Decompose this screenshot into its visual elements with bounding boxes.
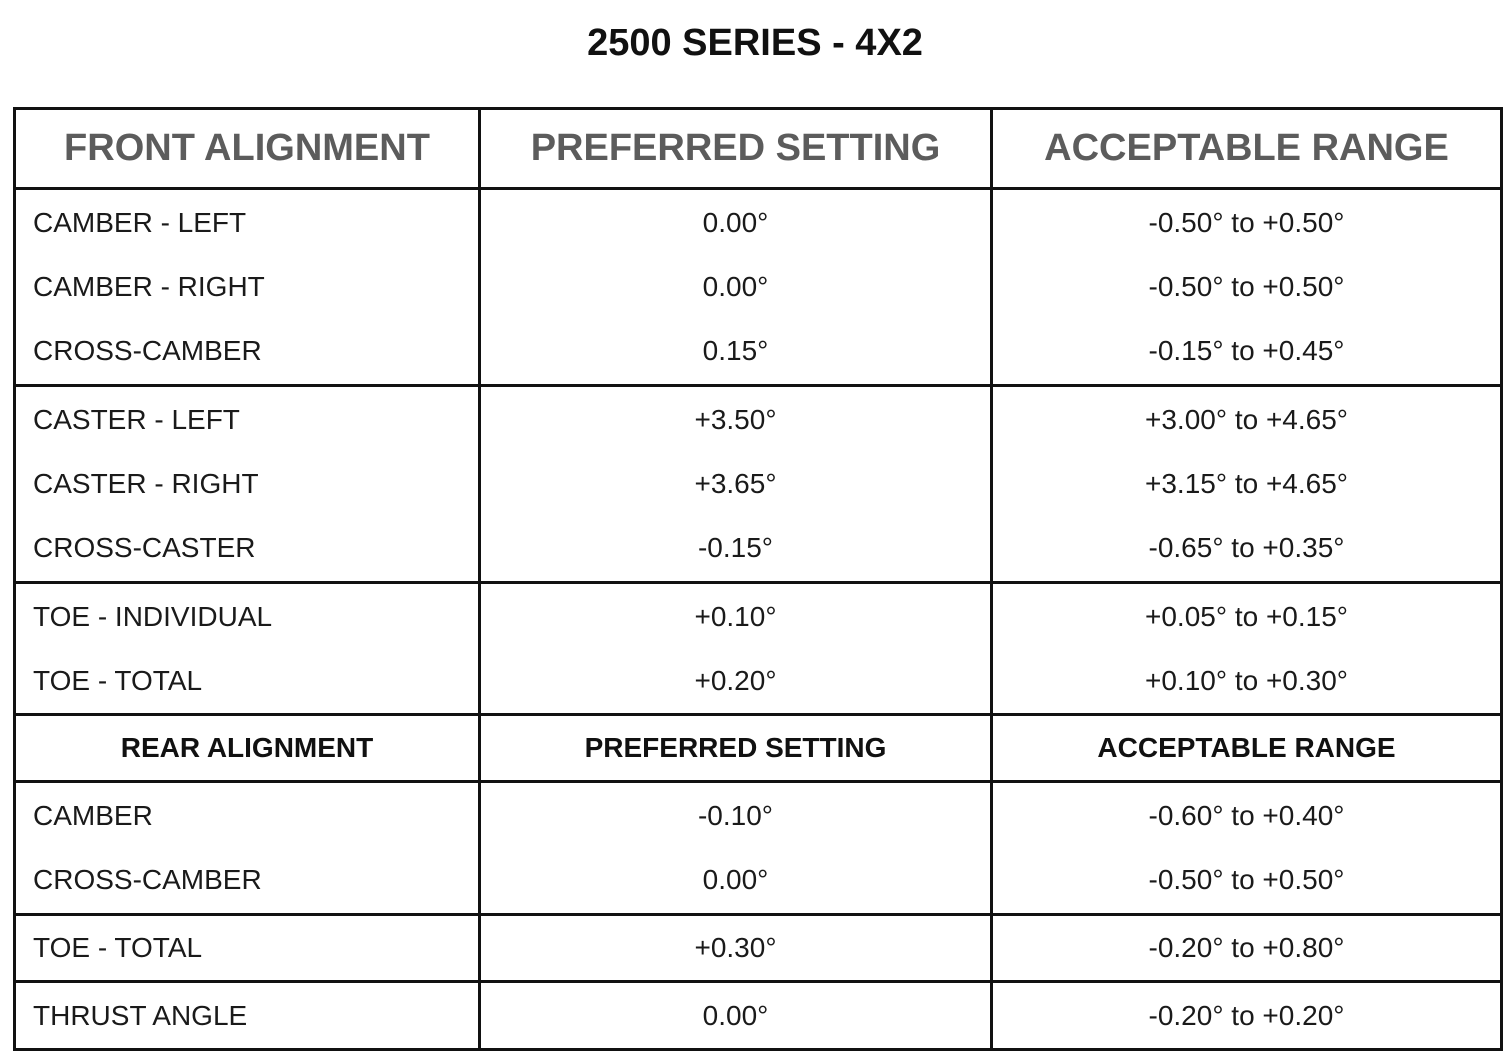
rear-thrust-group: [15, 982, 1502, 1050]
row-param: TOE - TOTAL: [33, 664, 203, 696]
row-preferred: 0.00°: [702, 270, 769, 302]
row-param: CROSS-CAMBER: [33, 863, 262, 895]
row-preferred: -0.15°: [697, 531, 774, 563]
row-preferred: 0.00°: [702, 999, 769, 1031]
front-range-header: ACCEPTABLE RANGE: [992, 109, 1502, 189]
row-range: -0.50° to +0.50°: [1148, 270, 1345, 302]
row-param: CROSS-CAMBER: [33, 334, 262, 366]
row-param: CAMBER - RIGHT: [33, 270, 265, 302]
rear-camber-group: [15, 782, 1502, 914]
row-preferred: 0.00°: [702, 206, 769, 238]
front-toe-group: [15, 582, 1502, 714]
row-param: TOE - INDIVIDUAL: [33, 600, 273, 632]
row-range: +3.15° to +4.65°: [1145, 467, 1348, 499]
rear-header-row: [15, 715, 1502, 782]
row-range: -0.20° to +0.80°: [1148, 931, 1345, 963]
rear-toe-group: [15, 914, 1502, 982]
row-range: -0.65° to +0.35°: [1148, 531, 1345, 563]
rear-preferred-header: PREFERRED SETTING: [480, 715, 992, 782]
row-preferred: -0.10°: [697, 799, 774, 831]
row-range: -0.50° to +0.50°: [1148, 206, 1345, 238]
row-param: CASTER - RIGHT: [33, 467, 259, 499]
front-header-row: [15, 109, 1502, 189]
row-param: TOE - TOTAL: [33, 931, 203, 963]
row-range: +3.00° to +4.65°: [1145, 403, 1348, 435]
row-param: CASTER - LEFT: [33, 403, 240, 435]
row-param: CROSS-CASTER: [33, 531, 256, 563]
row-range: -0.20° to +0.20°: [1148, 999, 1345, 1031]
alignment-spec-table: [13, 107, 1503, 1051]
front-caster-group: [15, 385, 1502, 582]
front-alignment-header: FRONT ALIGNMENT: [15, 109, 480, 189]
row-preferred: +0.20°: [694, 664, 777, 696]
front-preferred-header: PREFERRED SETTING: [480, 109, 992, 189]
row-range: +0.10° to +0.30°: [1145, 664, 1348, 696]
row-preferred: +3.50°: [694, 403, 777, 435]
front-camber-group: [15, 189, 1502, 386]
row-range: -0.50° to +0.50°: [1148, 863, 1345, 895]
rear-range-header: ACCEPTABLE RANGE: [992, 715, 1502, 782]
row-param: CAMBER - LEFT: [33, 206, 247, 238]
row-preferred: 0.00°: [702, 863, 769, 895]
row-preferred: 0.15°: [702, 334, 769, 366]
row-range: -0.60° to +0.40°: [1148, 799, 1345, 831]
row-preferred: +0.10°: [694, 600, 777, 632]
page-title: 2500 SERIES - 4X2: [587, 22, 923, 64]
row-param: CAMBER: [33, 799, 153, 831]
row-param: THRUST ANGLE: [33, 999, 248, 1031]
row-range: +0.05° to +0.15°: [1145, 600, 1348, 632]
row-range: -0.15° to +0.45°: [1148, 334, 1345, 366]
rear-alignment-header: REAR ALIGNMENT: [15, 715, 480, 782]
row-preferred: +0.30°: [694, 931, 777, 963]
row-preferred: +3.65°: [694, 467, 777, 499]
